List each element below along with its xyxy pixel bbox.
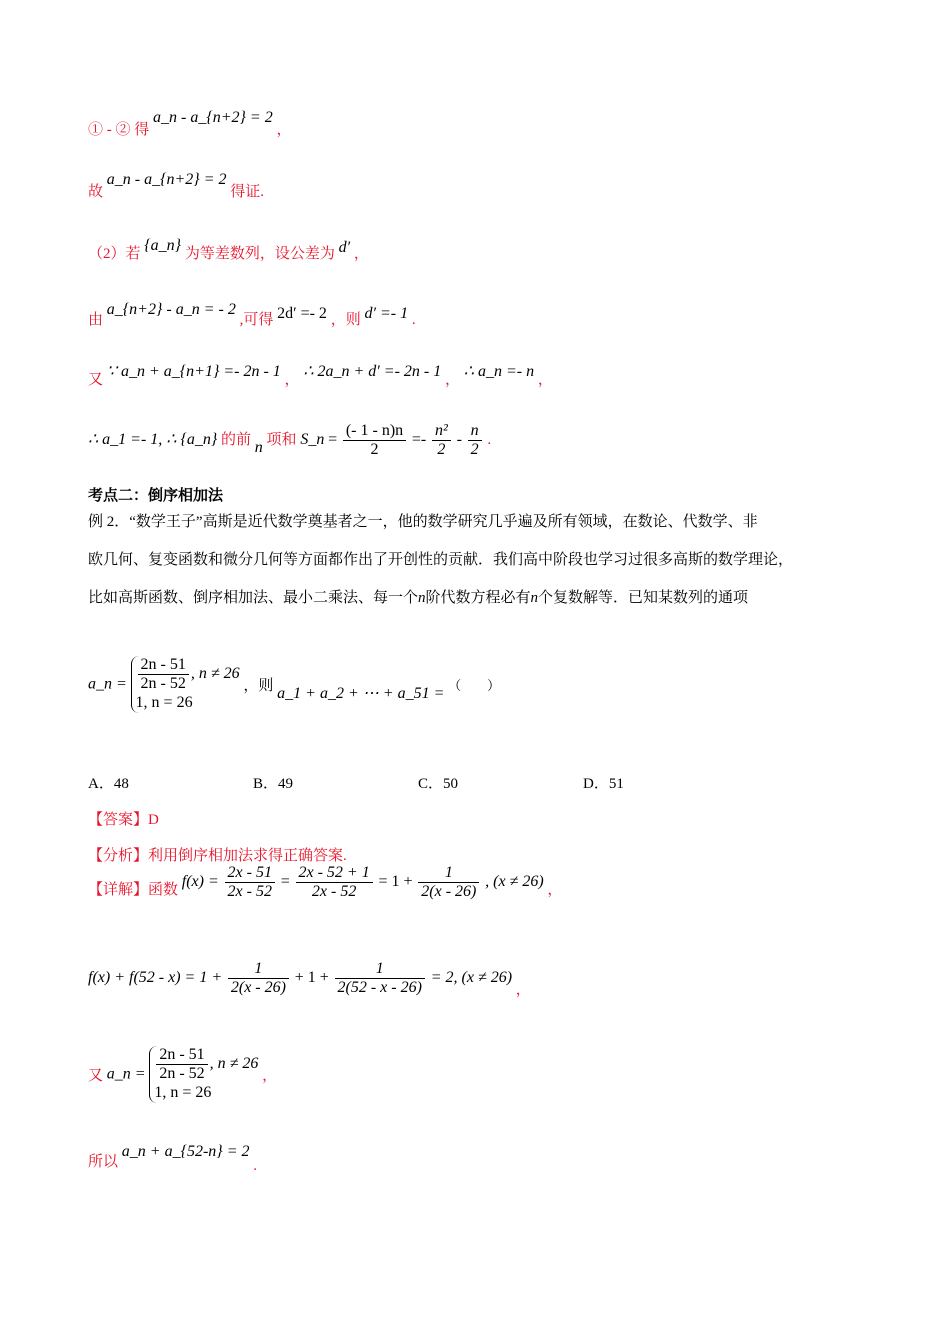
conclusion-line (88, 1140, 257, 1174)
detail-cond: , (x ≠ 26) (485, 872, 544, 890)
sym-frac1: $\frac{1}{2(x - 26)}$ (228, 960, 289, 997)
proof-line-2 (88, 171, 264, 201)
sym-frac2: $\frac{1}{2(52 - x - 26)}$ (335, 960, 425, 997)
choice-b[interactable]: B．49 (253, 776, 294, 792)
line2-prefix: 故 (88, 184, 104, 200)
sym-lhs: f(x) + f(52 - x) = 1 + (88, 968, 223, 986)
choice-a[interactable]: A．48 (88, 776, 129, 792)
line5-f1: ∵ a_n + a_{n+1} =- 2n - 1 (106, 363, 281, 380)
analysis-tag: 【分析】 (88, 848, 149, 864)
line4-mid1: ,可得 (239, 312, 274, 328)
detail-comma: ， (547, 881, 563, 898)
line1-prefix: ① - ② 得 (88, 122, 150, 138)
line6-n: n (254, 438, 263, 456)
sym-rhs: = 2, (x ≠ 26) (430, 968, 513, 986)
choice-c[interactable]: C．50 (418, 776, 459, 792)
sum-expression: a_1 + a_2 + ⋯ + a_51 = (277, 684, 445, 702)
answer-line (88, 808, 159, 829)
line6-f1: ∴ a_1 =- 1, ∴ {a_n} (88, 430, 218, 448)
choice-d[interactable]: D．51 (583, 776, 624, 792)
line6-mid2: 项和 (266, 431, 297, 448)
line6-suffix: . (487, 431, 492, 448)
line5-f3: ∴ a_n =- n (463, 363, 535, 380)
again-comma: ， (262, 1068, 278, 1084)
line4-suffix: . (411, 312, 416, 328)
line4-prefix: 由 (88, 312, 104, 328)
analysis-line (88, 844, 347, 865)
sum-fraction: $\frac{(- 1 - n)n}{2}$ (343, 422, 406, 459)
detail-frac1: $\frac{2x - 51}{2x - 52}$ (225, 864, 275, 901)
an-label: a_n = (88, 675, 127, 693)
n-half-fraction: $\frac{n}{2}$ (468, 422, 482, 459)
sequence-definition (88, 656, 500, 713)
detail-line: 【详解】函数 f(x) = $\frac{2x - 51}{2x - 52}$ = $\frac{2x - 52 + 1}{2x - 52}$ = 1 + $\frac{1}{2(x - 26)}$ , (x ≠ 26) ， (88, 864, 563, 900)
proof-line-5 (88, 363, 553, 389)
line3-var: d′ (338, 239, 351, 256)
line3-prefix: （2）若 (88, 246, 141, 262)
proof-line-3 (88, 237, 369, 263)
proof-line-1 (88, 109, 292, 139)
detail-fx: f(x) = (181, 872, 219, 890)
line4-f2: 2d′ =- 2 (277, 305, 327, 322)
line6-S: S_n (300, 430, 325, 448)
line3-set: {a_n} (144, 237, 182, 254)
analysis-text: 利用倒序相加法求得正确答案. (148, 848, 347, 864)
line5-suffix: ， (537, 372, 553, 388)
line6-mid1: 的前 (221, 431, 252, 448)
n-squared-fraction: $\frac{\text{n²}}{2}$ (432, 422, 451, 459)
sym-comma: ， (515, 981, 531, 998)
detail-frac2: $\frac{2x - 52 + 1}{2x - 52}$ (296, 864, 373, 901)
line5-sep1: ， (284, 372, 300, 388)
answer-value: D (148, 812, 159, 828)
line3-mid: 为等差数列，设公差为 (184, 246, 335, 262)
example-line-3: 比如高斯函数、倒序相加法、最小二乘法、每一个n阶代数方程必有n个复数解等．已知某数列的通项 (88, 590, 749, 606)
line1-suffix: ， (276, 122, 292, 138)
section-heading: 考点二：倒序相加法 (88, 488, 224, 504)
example-line-1: 例 2．“数学王子”高斯是近代数学奠基者之一，他的数学研究几乎遍及所有领域，在数论、代数学、非 (88, 514, 758, 530)
again-cases: $\frac{2n - 51}{2n - 52}$ , n ≠ 26 1, n = 26 (149, 1046, 258, 1103)
line4-f1: a_{n+2} - a_n = - 2 (106, 301, 236, 318)
conclusion-formula: a_n + a_{52-n} = 2 (121, 1143, 250, 1160)
again-prefix: 又 (88, 1068, 104, 1084)
detail-frac3: $\frac{1}{2(x - 26)}$ (418, 864, 479, 901)
example-line-2: 欧几何、复变函数和微分几何等方面都作出了开创性的贡献．我们高中阶段也学习过很多高斯的数学理论， (88, 552, 794, 568)
symmetry-line: f(x) + f(52 - x) = 1 + $\frac{1}{2(x - 26)}$ + 1 + $\frac{1}{2(52 - x - 26)}$ = 2, (x ≠ 26) ， (88, 960, 531, 998)
line2-formula: a_n - a_{n+2} = 2 (106, 171, 227, 188)
detail-word: 函数 (148, 881, 179, 898)
line6-minus: - (456, 430, 462, 448)
proof-line-6: ∴ a_1 =- 1, ∴ {a_n} 的前 n 项和 S_n = $\frac{(- 1 - n)n}{2}$ =- $\frac{\text{n²}}{2}$ - $\frac{n}{2}$ . (88, 422, 492, 458)
line5-f2: ∴ 2a_n + d′ =- 2n - 1 (303, 363, 442, 380)
answer-paren: （ ） (448, 678, 501, 693)
conclusion-prefix: 所以 (88, 1154, 119, 1170)
piecewise-cases: $\frac{2n - 51}{2n - 52}$ , n ≠ 26 1, n = 26 (131, 656, 240, 713)
line4-f3: d′ =- 1 (364, 305, 409, 322)
line6-neg: =- (411, 430, 427, 448)
line5-prefix: 又 (88, 372, 104, 388)
detail-tag: 【详解】 (88, 881, 149, 898)
proof-line-4 (88, 301, 416, 329)
again-an: a_n = (106, 1065, 146, 1083)
conclusion-suffix: . (253, 1158, 257, 1174)
line4-mid2: ，则 (330, 312, 361, 328)
line3-suffix: ， (353, 246, 369, 262)
line1-formula: a_n - a_{n+2} = 2 (153, 109, 273, 126)
again-line (88, 1046, 277, 1103)
line5-sep2: ， (445, 372, 461, 388)
then-text: ，则 (243, 678, 274, 694)
answer-tag: 【答案】 (88, 812, 149, 828)
line2-suffix: 得证. (230, 184, 264, 200)
